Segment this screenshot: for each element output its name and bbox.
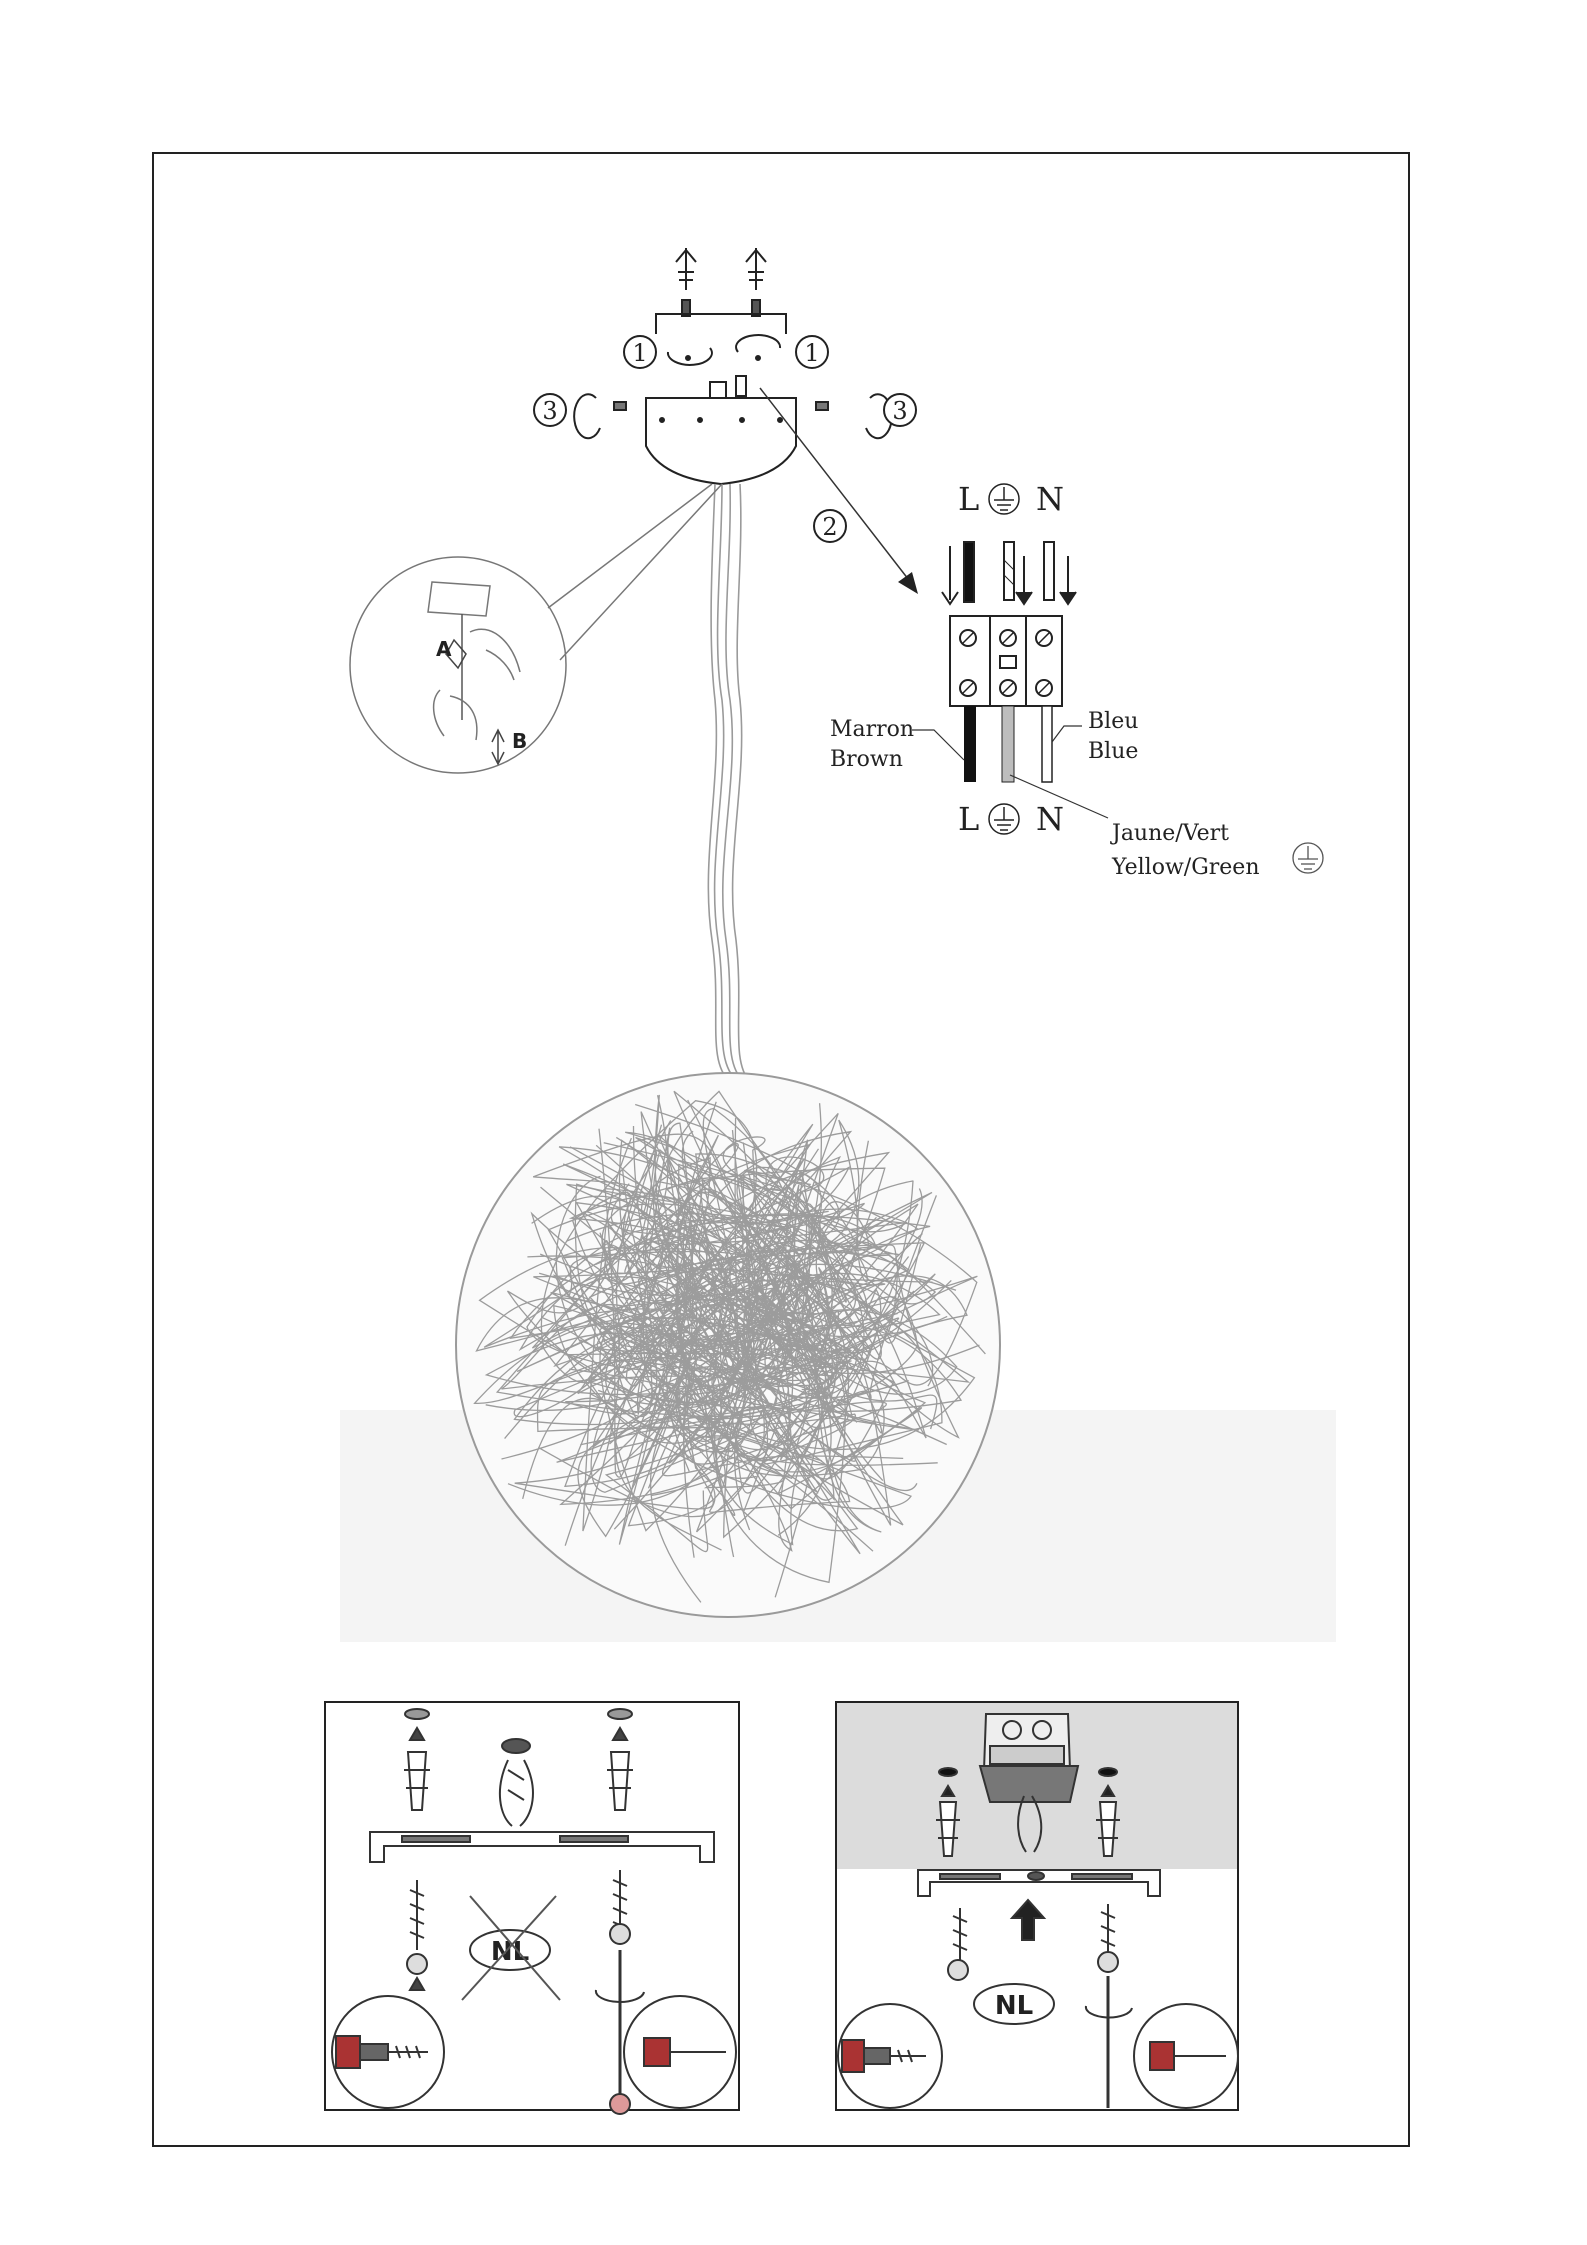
earth-wire-label-en: Yellow/Green [1112,855,1260,880]
blue-wire [1042,706,1052,782]
terminal-block-diagram [912,480,1108,838]
svg-text:1: 1 [804,339,820,367]
step-3-right-marker [884,394,916,426]
svg-text:3: 3 [542,397,558,425]
earth-symbol-icon [989,484,1019,514]
drill-icon [332,1996,444,2108]
suspension-cables [708,484,750,1082]
earth-symbol-icon [989,804,1019,834]
ceiling-canopy [574,248,892,484]
brown-wire-label-fr: Marron [830,717,915,742]
cable-adjust-inset [350,484,722,773]
svg-text:1: 1 [632,339,648,367]
wall-plug-icon [746,248,766,316]
step-3-left-marker [534,394,566,426]
wire-ball-lamp [456,1073,1000,1617]
screwdriver-icon [624,1996,736,2108]
step-1-left-marker [624,336,656,368]
blue-wire-label-fr: Bleu [1088,709,1139,734]
blue-wire-label-en: Blue [1088,739,1139,764]
svg-text:NL: NL [994,1991,1034,2021]
top-live-label: L [958,480,980,518]
step-1-right-marker [796,336,828,368]
inset-label-b: B [512,729,528,753]
nl-badge [974,1984,1054,2024]
svg-text:NL: NL [490,1937,530,1967]
top-neutral-label: N [1036,480,1064,518]
drill-icon [838,2004,942,2108]
bottom-live-label: L [958,800,980,838]
bottom-neutral-label: N [1036,800,1064,838]
mounting-panel-left [325,1702,739,2114]
earth-symbol-icon [1293,843,1323,873]
mounting-panel-right [836,1702,1238,2110]
earth-wire-label-fr: Jaune/Vert [1112,821,1229,846]
brown-wire [964,706,976,782]
svg-text:2: 2 [822,513,838,541]
wall-plug-icon [676,248,696,316]
svg-text:3: 3 [892,397,908,425]
step-2-marker [814,510,846,542]
screwdriver-icon [1134,2004,1238,2108]
earth-wire [1002,706,1014,782]
brown-wire-label-en: Brown [830,747,903,772]
inset-label-a: A [436,637,452,661]
